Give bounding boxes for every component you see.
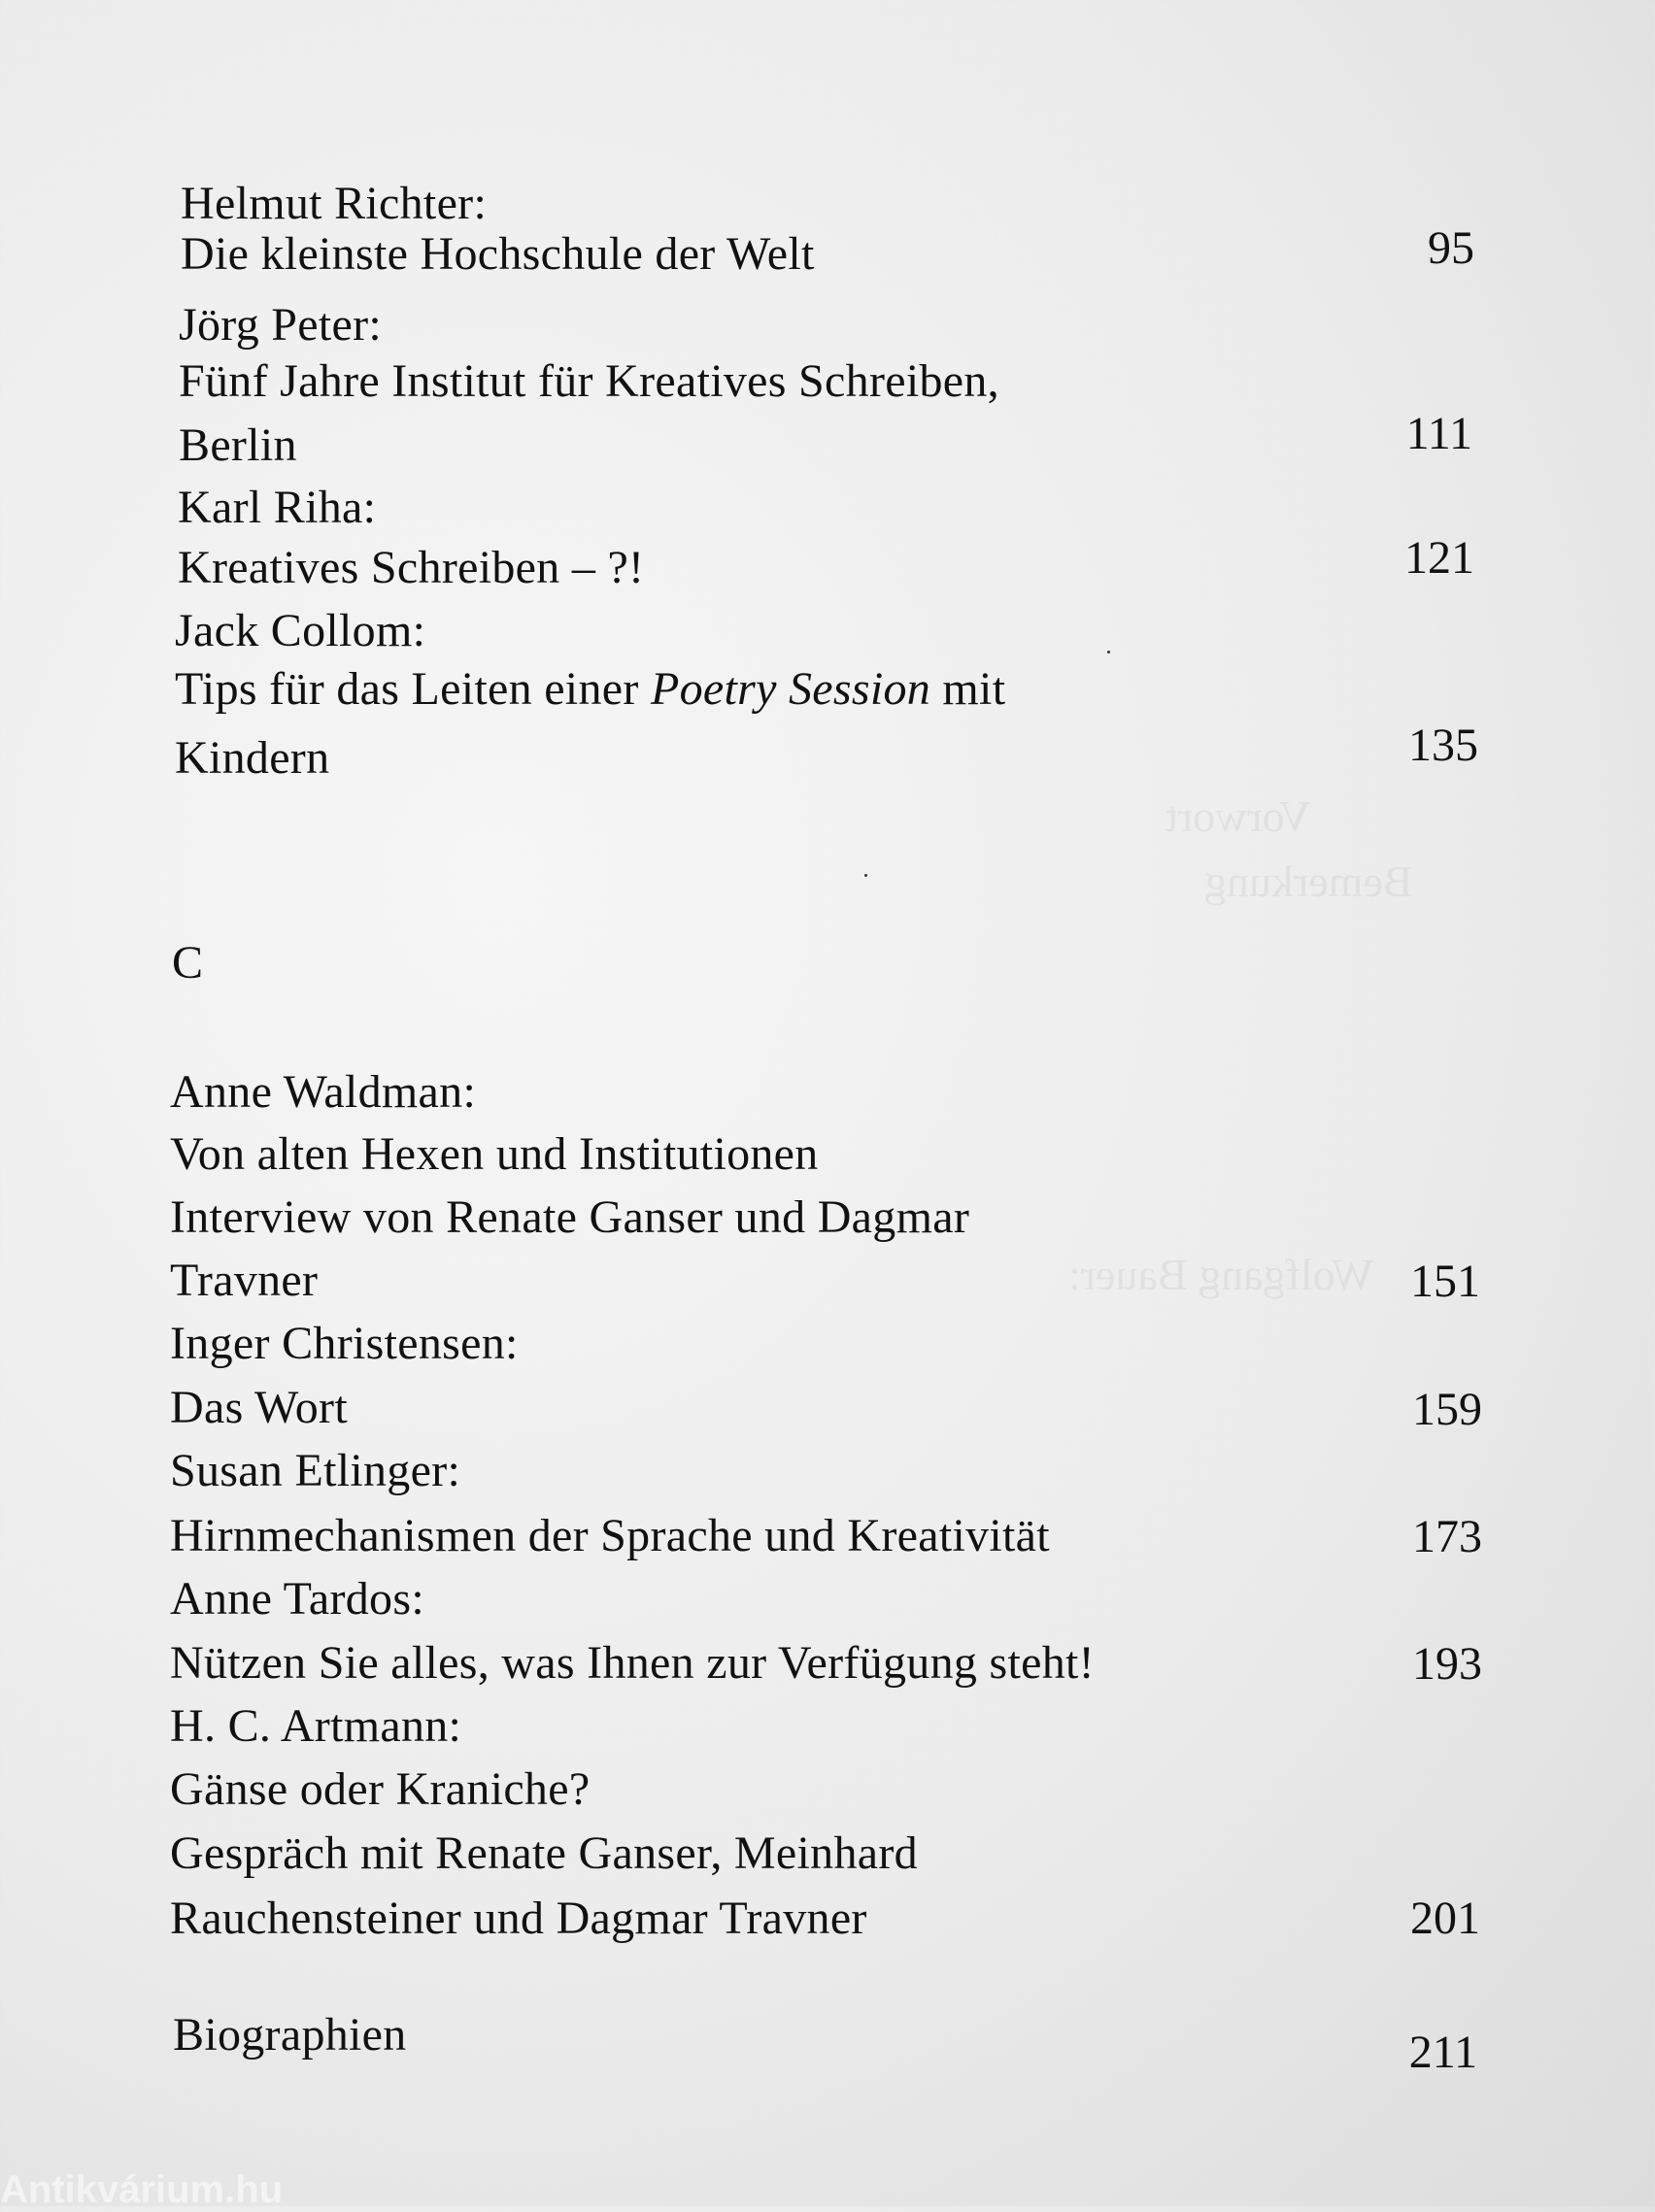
page-number: 151 [1410,1256,1480,1307]
entry-title: Travner [170,1255,319,1306]
page-number: 193 [1412,1638,1482,1690]
entry-author: Susan Etlinger: [170,1445,461,1496]
paper-speck [864,874,867,877]
entry-title: Kreatives Schreiben – ?! [178,542,645,593]
entry-title: Kindern [175,732,330,784]
entry-author: Karl Riha: [178,482,377,533]
watermark-logo: Antikvárium.hu [0,2168,284,2211]
entry-author: H. C. Artmann: [170,1700,462,1752]
show-through-text: Wolfgang Bauer: [1068,1250,1374,1299]
entry-title [175,663,1006,715]
entry-title: Hirnmechanismen der Sprache und Kreativität [170,1510,1050,1561]
entry-title: Gänse oder Kraniche? [170,1763,591,1815]
page-number: 95 [1428,222,1474,274]
entry-author: Helmut Richter: [181,178,488,229]
entry-author: Jörg Peter: [179,299,383,351]
entry-title-part: mit [942,663,1006,715]
page-number: 121 [1404,532,1474,584]
entry-title: Die kleinste Hochschule der Welt [181,228,815,280]
entry-title: Nützen Sie alles, was Ihnen zur Verfügung steht! [170,1637,1095,1689]
show-through-text: Bemerkung [1204,856,1413,906]
entry-title: Rauchensteiner und Dagmar Travner [170,1893,867,1944]
page-number: 159 [1412,1384,1482,1435]
page-number: 211 [1408,2027,1477,2078]
entry-title: Berlin [179,419,297,471]
entry-title: Gespräch mit Renate Ganser, Meinhard [170,1827,918,1879]
show-through-text: Vorwort [1165,791,1311,841]
biographien-label: Biographien [173,2009,407,2061]
entry-title-part: Tips für das Leiten einer [175,663,639,715]
entry-title-italic: Poetry Session [650,663,931,715]
entry-title: Von alten Hexen und Institutionen [170,1128,819,1180]
page-number: 111 [1405,408,1472,459]
entry-author: Jack Collom: [175,605,426,656]
page-number: 135 [1408,720,1478,771]
page-number: 173 [1412,1511,1482,1562]
section-letter: C [172,937,204,989]
page-number: 201 [1410,1893,1480,1944]
entry-author: Inger Christensen: [170,1318,519,1369]
entry-title: Das Wort [170,1382,348,1433]
entry-title: Fünf Jahre Institut für Kreatives Schreiben, [179,355,999,407]
entry-title: Interview von Renate Ganser und Dagmar [170,1191,970,1243]
entry-author: Anne Waldman: [170,1066,477,1118]
entry-author: Anne Tardos: [170,1573,424,1625]
paper-speck [1107,651,1110,654]
